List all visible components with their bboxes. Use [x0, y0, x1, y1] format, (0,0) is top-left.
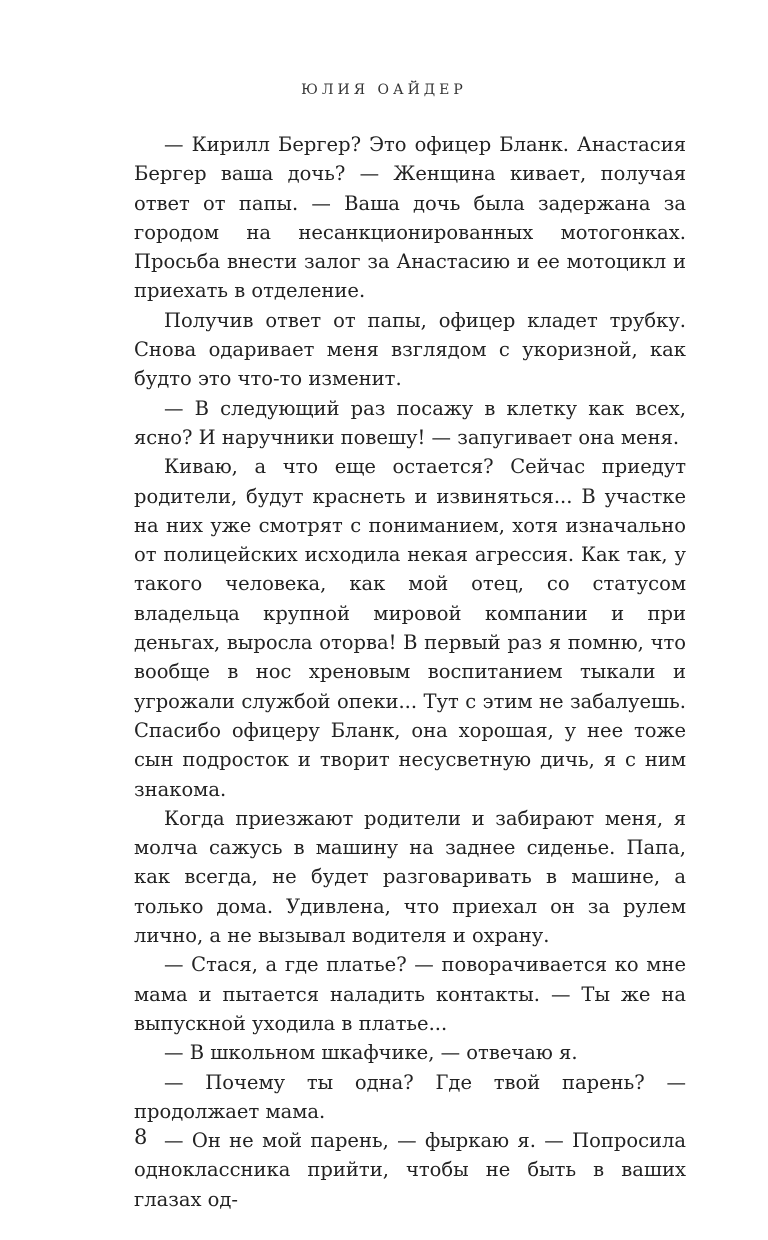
page-number: 8 — [134, 1125, 148, 1149]
paragraph: — Стася, а где платье? — поворачивается ко мне мама и пытается наладить контакты. — Ты же на выпускной уходила в платье... — [134, 953, 686, 1035]
paragraph: — Он не мой парень, — фыркаю я. — Попросила одноклассника прийти, чтобы не быть в ваших глазах од- — [134, 1129, 686, 1211]
paragraph: — В следующий раз посажу в клетку как всех, ясно? И наручники повешу! — запугивает она меня. — [134, 396, 686, 449]
body-text — [134, 130, 686, 1214]
paragraph: Получив ответ от папы, офицер кладет трубку. Снова одаривает меня взглядом с укоризной, как будто это что-то изменит. — [134, 308, 686, 391]
paragraph: Когда приезжают родители и забирают меня, я молча сажусь в машину на заднее сиденье. Папа, как всегда, не будет разговаривать в машине, а только дома. Удивлена, что приехал он за рулем лично, а не вызывал водителя и охрану. — [134, 806, 686, 948]
running-head-author: ЮЛИЯ ОАЙДЕР — [301, 82, 467, 98]
paragraph: — Кирилл Бергер? Это офицер Бланк. Анастасия Бергер ваша дочь? — Женщина кивает, получая ответ от папы. — Ваша дочь была задержана за городом на несанкционированных мотогонках. Просьба внести залог за Анастасию и ее мотоцикл и приехать в отделение. — [134, 133, 686, 303]
paragraph: — В школьном шкафчике, — отвечаю я. — [164, 1041, 578, 1065]
paragraph: Киваю, а что еще остается? Сейчас приедут родители, будут краснеть и извиняться... В участке на них уже смотрят с пониманием, хотя изначально от полицейских исходила некая агрессия. Как так, у такого человека, как мой отец, со статусом владельца крупной мировой компании и при деньгах, выросла оторва! В первый раз я помню, что вообще в нос хреновым воспитанием тыкали и угрожали службой опеки... Тут с этим не забалуешь. Спасибо офицеру Бланк, она хорошая, у нее тоже сын подросток и творит несусветную дичь, я с ним знакома. — [134, 455, 686, 801]
paragraph: — Почему ты одна? Где твой парень? — продолжает мама. — [134, 1070, 686, 1123]
